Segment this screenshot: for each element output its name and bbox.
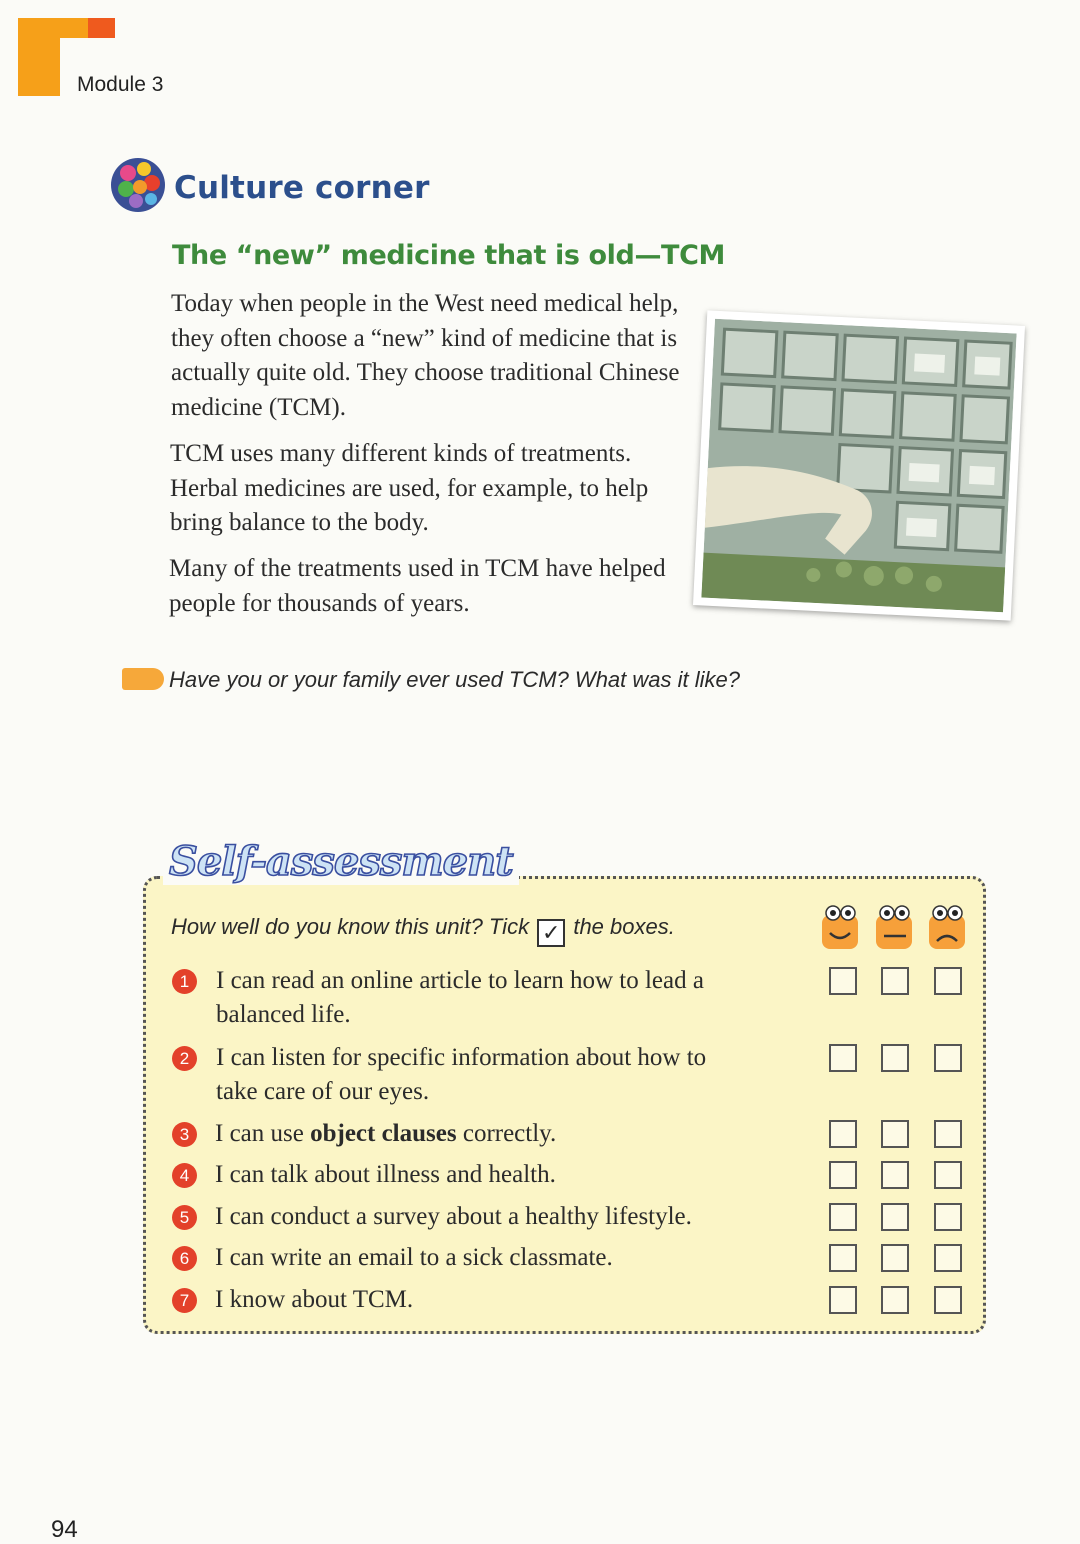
- item-line: I can listen for specific information about how to: [216, 1044, 707, 1071]
- item-text: I can write an email to a sick classmate.: [215, 1244, 613, 1271]
- tick-example-icon: ✓: [537, 919, 565, 947]
- rating-checkbox-good[interactable]: [829, 1120, 857, 1148]
- rating-checkbox-ok[interactable]: [881, 1286, 909, 1314]
- item-text: [215, 1117, 795, 1151]
- item-number: 7: [172, 1288, 197, 1313]
- rating-checkbox-poor[interactable]: [934, 1120, 962, 1148]
- rating-checkbox-ok[interactable]: [881, 967, 909, 995]
- article-paragraph-1: Today when people in the West need medical help, they often choose a “new” kind of medicine that is actually quite old. They choose traditional Chinese medicine (TCM).: [171, 290, 680, 421]
- rating-checkbox-ok[interactable]: [881, 1161, 909, 1189]
- article-paragraph-3: Many of the treatments used in TCM have helped people for thousands of years.: [169, 555, 666, 617]
- item-number: 2: [172, 1046, 197, 1071]
- article-title: The “new” medicine that is old—TCM: [172, 240, 725, 271]
- item-text-bold: object clauses: [310, 1120, 457, 1147]
- rating-checkbox-good[interactable]: [829, 1203, 857, 1231]
- rating-checkbox-poor[interactable]: [934, 1244, 962, 1272]
- article-paragraph-2: TCM uses many different kinds of treatments. Herbal medicines are used, for example, to help bring balance to the body.: [170, 440, 649, 536]
- instruction-text-before: How well do you know this unit? Tick: [171, 914, 530, 939]
- item-text-pre: I can use: [215, 1120, 311, 1147]
- rating-checkbox-ok[interactable]: [881, 1120, 909, 1148]
- rating-checkbox-ok[interactable]: [881, 1044, 909, 1072]
- neutral-face-icon: [876, 906, 912, 949]
- rating-checkbox-poor[interactable]: [934, 967, 962, 995]
- rating-checkbox-ok[interactable]: [881, 1244, 909, 1272]
- self-assessment-title: Self-assessment: [169, 838, 513, 885]
- item-number: 4: [172, 1163, 197, 1188]
- instruction-text-after: the boxes.: [573, 914, 675, 939]
- item-line: I can read an online article to learn how to lead a: [216, 967, 704, 994]
- discussion-question: Have you or your family ever used TCM? What was it like?: [169, 667, 740, 692]
- rating-checkbox-poor[interactable]: [934, 1161, 962, 1189]
- rating-checkbox-good[interactable]: [829, 1244, 857, 1272]
- item-text: I can conduct a survey about a healthy lifestyle.: [215, 1203, 692, 1230]
- item-number: 5: [172, 1205, 197, 1230]
- item-text: [216, 1041, 796, 1109]
- herbal-drawers-image: [701, 319, 1016, 612]
- item-number: 1: [172, 969, 197, 994]
- rating-checkbox-good[interactable]: [829, 967, 857, 995]
- rating-checkbox-good[interactable]: [829, 1161, 857, 1189]
- item-text-post: correctly.: [456, 1120, 557, 1147]
- sad-face-icon: [929, 906, 965, 949]
- item-number: 3: [172, 1122, 197, 1147]
- module-label: Module 3: [77, 73, 164, 96]
- item-line: take care of our eyes.: [216, 1078, 430, 1105]
- rating-checkbox-poor[interactable]: [934, 1286, 962, 1314]
- rating-checkbox-good[interactable]: [829, 1286, 857, 1314]
- module-tab-accent: [88, 18, 115, 38]
- item-number: 6: [172, 1246, 197, 1271]
- rating-checkbox-poor[interactable]: [934, 1044, 962, 1072]
- item-text: [216, 964, 796, 1032]
- rating-checkbox-good[interactable]: [829, 1044, 857, 1072]
- rating-checkbox-poor[interactable]: [934, 1203, 962, 1231]
- rating-faces: [816, 903, 976, 953]
- item-line: balanced life.: [216, 1001, 351, 1028]
- self-assessment-title-wrap: [163, 838, 519, 885]
- section-title: Culture corner: [174, 170, 430, 206]
- rating-checkbox-ok[interactable]: [881, 1203, 909, 1231]
- item-text: I can talk about illness and health.: [215, 1161, 556, 1188]
- question-marker: [122, 668, 164, 690]
- self-assessment-instruction: [171, 914, 675, 947]
- item-text: I know about TCM.: [215, 1286, 414, 1313]
- page-number: 94: [51, 1516, 78, 1543]
- happy-face-icon: [822, 906, 858, 949]
- tcm-pharmacy-photo: [693, 310, 1025, 620]
- globe-icon: [110, 157, 166, 213]
